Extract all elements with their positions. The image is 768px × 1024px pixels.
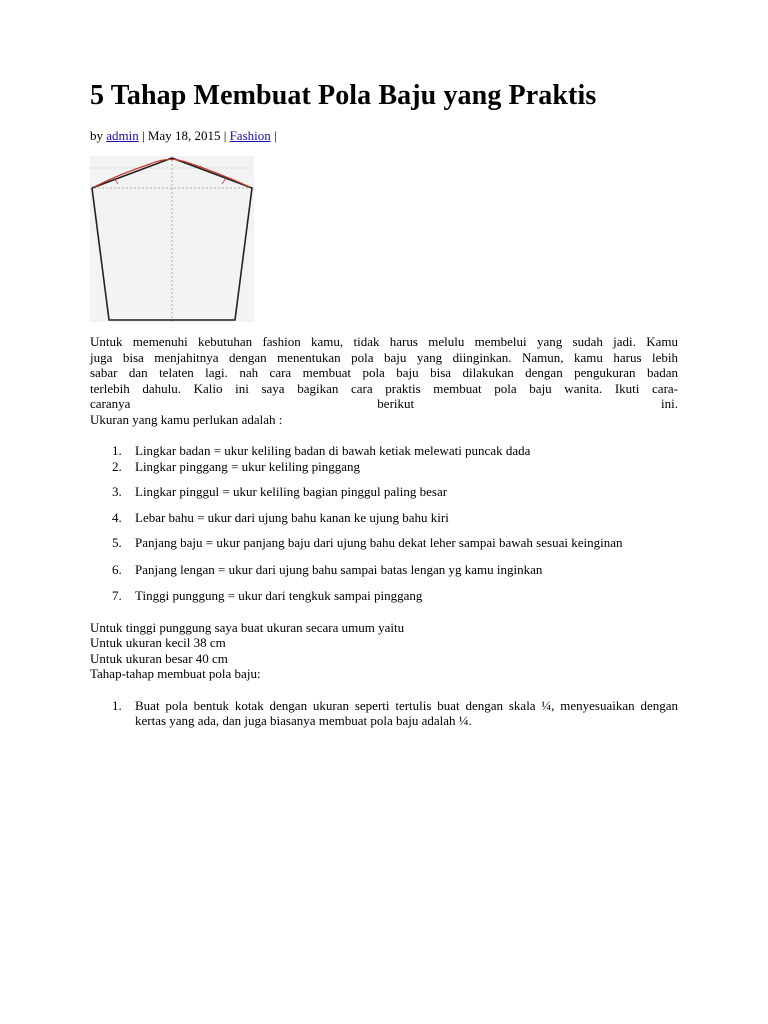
size-line: Untuk ukuran besar 40 cm [90,650,228,666]
list-number: 3. [112,484,122,499]
pattern-image [90,156,254,322]
intro-line: caranya berikut ini. [90,396,678,411]
measurement-list [90,443,678,604]
list-text: Lingkar badan = ukur keliling badan di bawah ketiak melewati puncak dada [135,443,531,458]
list-number: 5. [112,535,122,550]
article [90,78,678,729]
byline-label: by [90,128,103,143]
size-line: Untuk ukuran kecil 38 cm [90,635,226,650]
list-item [90,535,678,551]
author-link[interactable]: admin [106,128,139,143]
meta-separator: | [273,128,277,143]
list-number: 1. [112,697,122,713]
intro-line: sabar dan telaten lagi. nah cara membuat pola baju bisa dilakukan dengan pengukuran badan [90,365,678,380]
list-number: 7. [112,588,122,603]
steps-list [90,698,678,729]
intro-line: terlebih dahulu. Kalio ini saya bagikan cara praktis membuat pola baju wanita. Ikuti cara- [90,380,678,396]
size-line: Tahap-tahap membuat pola baju: [90,666,261,681]
article-title: 5 Tahap Membuat Pola Baju yang Praktis [90,80,597,111]
list-text: Tinggi punggung = ukur dari tengkuk sampai pinggang [135,588,423,603]
pattern-drawing [90,156,254,322]
list-item [90,698,678,729]
list-item [90,484,678,500]
list-item [90,510,678,526]
measure-heading: Ukuran yang kamu perlukan adalah : [90,411,283,427]
list-number: 1. [112,443,122,458]
category-link[interactable]: Fashion [229,128,271,143]
list-text: Buat pola bentuk kotak dengan ukuran seperti tertulis buat dengan skala ¼, menyesuaikan dengan kertas yang ada, dan juga biasanya membuat pola baju adalah ¼. [135,697,678,728]
list-text: Lingkar pinggang = ukur keliling pinggang [135,458,361,474]
list-text: Lingkar pinggul = ukur keliling bagian pinggul paling besar [135,484,448,499]
intro-line: Untuk memenuhi kebutuhan fashion kamu, tidak harus melulu membelui yang sudah jadi. Kamu [90,334,678,349]
meta-separator: | [142,128,145,143]
size-line: Untuk tinggi punggung saya buat ukuran secara umum yaitu [90,619,405,635]
list-text: Panjang baju = ukur panjang baju dari ujung bahu dekat leher sampai bawah sesuai keinginan [135,535,623,550]
intro-paragraph [90,334,678,412]
list-number: 6. [112,561,122,577]
meta-separator: | [223,128,227,143]
list-item [90,562,678,578]
post-date: May 18, 2015 [147,128,221,143]
list-item [90,459,678,475]
list-number: 4. [112,509,122,525]
list-text: Panjang lengan = ukur dari ujung bahu sampai batas lengan yg kamu inginkan [135,561,543,577]
list-item [90,588,678,604]
size-notes [90,620,678,682]
list-number: 2. [112,458,122,474]
list-item [90,443,678,459]
article-meta [90,128,678,144]
list-text: Lebar bahu = ukur dari ujung bahu kanan ke ujung bahu kiri [135,509,449,525]
intro-line: juga bisa menjahitnya dengan menentukan pola baju yang diinginkan. Namun, kamu harus lebih [90,349,678,365]
